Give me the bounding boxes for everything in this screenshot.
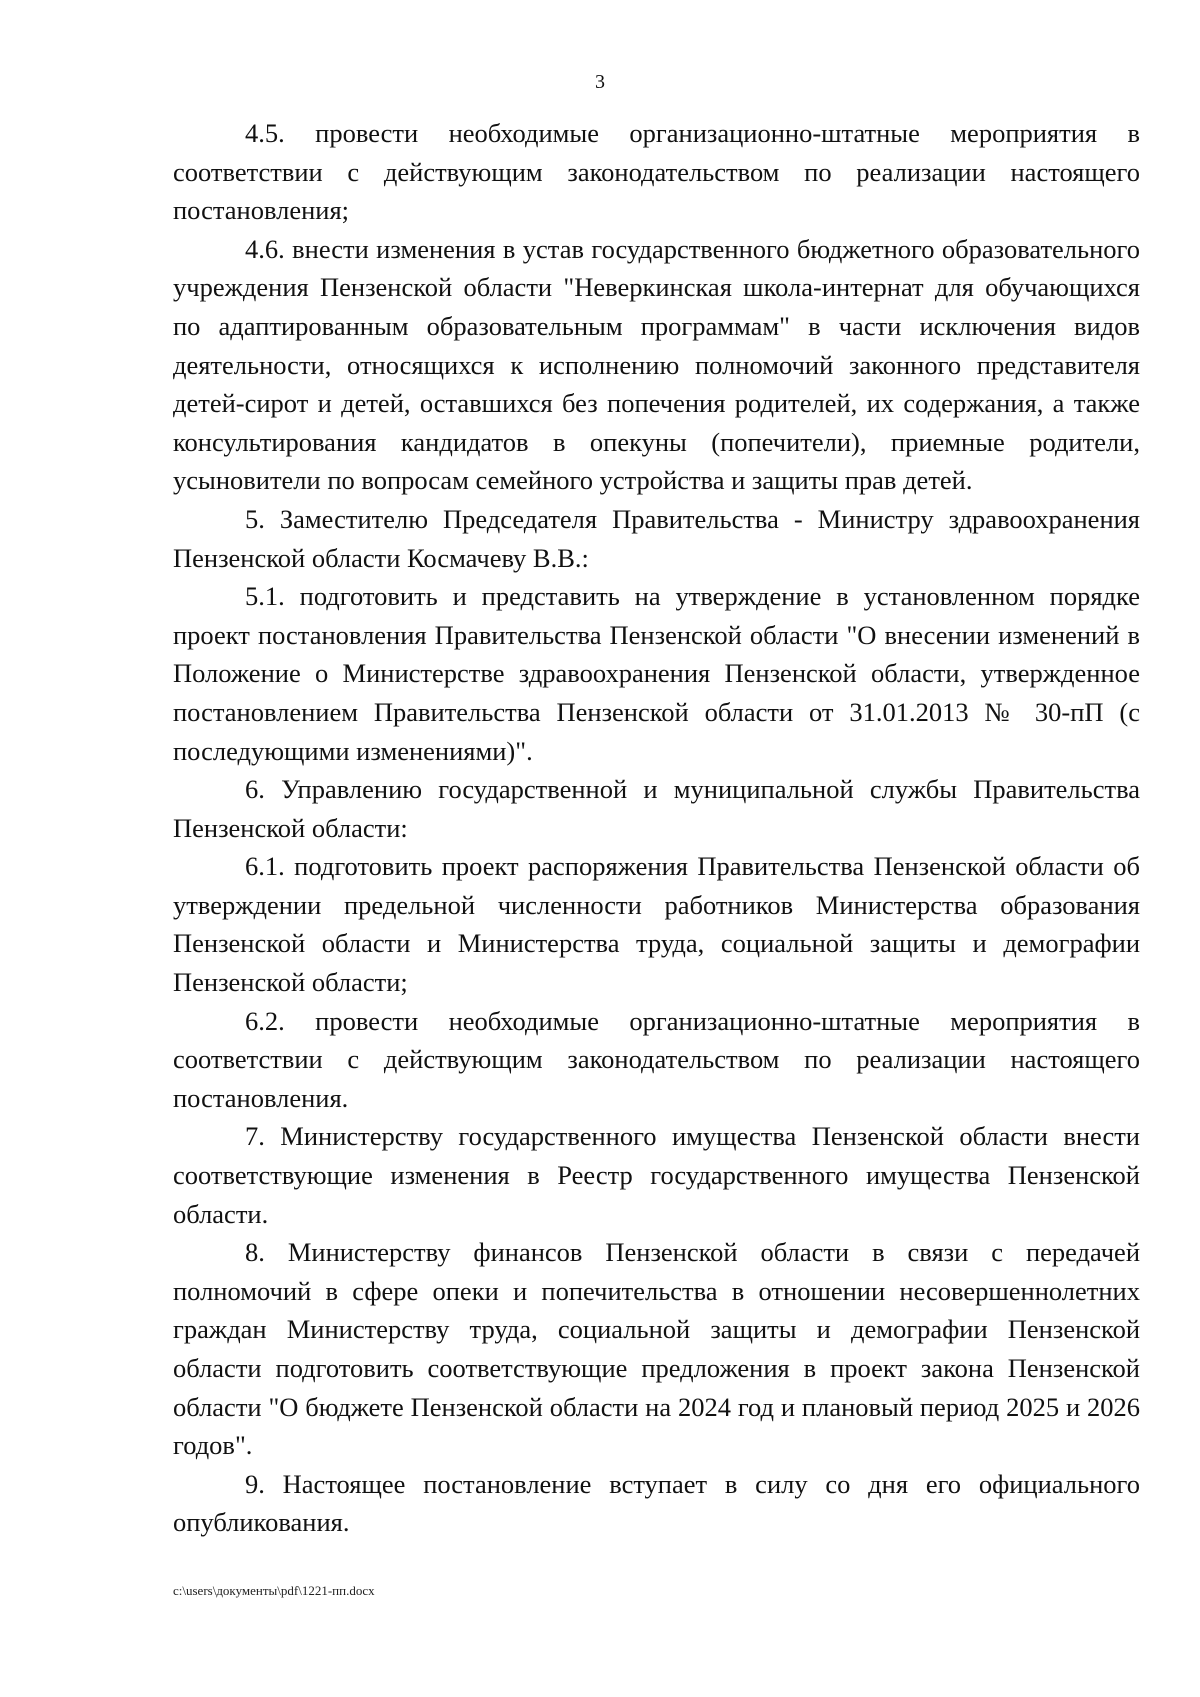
- paragraph-8: 8. Министерству финансов Пензенской области в связи с передачей полномочий в сфере опеки и попечительства в отношении несовершеннолетних граждан Министерству труда, социальной защиты и демографии Пензенской области подготовить соответствующие предложения в проект закона Пензенской области "О бюджете Пензенской области на 2024 год и плановый период 2025 и 2026 годов".: [173, 1237, 1140, 1461]
- document-body: [173, 114, 1140, 1542]
- paragraph-4-5: 4.5. провести необходимые организационно-штатные мероприятия в соответствии с действующим законодательством по реализации настоящего постановления;: [173, 118, 1140, 226]
- paragraph-4-6: 4.6. внести изменения в устав государственного бюджетного образовательного учреждения Пензенской области "Неверкинская школа-интернат для обучающихся по адаптированным образовательным программам" в части исключения видов деятельности, относящихся к исполнению полномочий законного представителя детей-сирот и детей, оставшихся без попечения родителей, их содержания, а также консультирования кандидатов в опекуны (попечители), приемные родители, усыновители по вопросам семейного устройства и защиты прав детей.: [173, 233, 1140, 496]
- footer-file-path: c:\users\документы\pdf\1221-пп.docx: [173, 1583, 375, 1598]
- paragraph-6-1: 6.1. подготовить проект распоряжения Правительства Пензенской области об утверждении предельной численности работников Министерства образования Пензенской области и Министерства труда, социальной защиты и демографии Пензенской области;: [173, 851, 1140, 998]
- paragraph-9: 9. Настоящее постановление вступает в силу со дня его официального опубликования.: [173, 1468, 1140, 1538]
- paragraph-6-2: 6.2. провести необходимые организационно-штатные мероприятия в соответствии с действующим законодательством по реализации настоящего постановления.: [173, 1005, 1140, 1113]
- paragraph-7: 7. Министерству государственного имущества Пензенской области внести соответствующие изменения в Реестр государственного имущества Пензенской области.: [173, 1121, 1140, 1229]
- paragraph-6: 6. Управлению государственной и муниципальной службы Правительства Пензенской области:: [173, 774, 1140, 843]
- paragraph-5: 5. Заместителю Председателя Правительства - Министру здравоохранения Пензенской области Космачеву В.В.:: [173, 503, 1140, 573]
- page-number: 3: [595, 71, 605, 93]
- paragraph-5-1: 5.1. подготовить и представить на утверждение в установленном порядке проект постановления Правительства Пензенской области "О внесении изменений в Положение о Министерстве здравоохранения Пензенской области, утвержденное постановлением Правительства Пензенской области от 31.01.2013 № 30-пП (с последующими изменениями)".: [173, 581, 1140, 766]
